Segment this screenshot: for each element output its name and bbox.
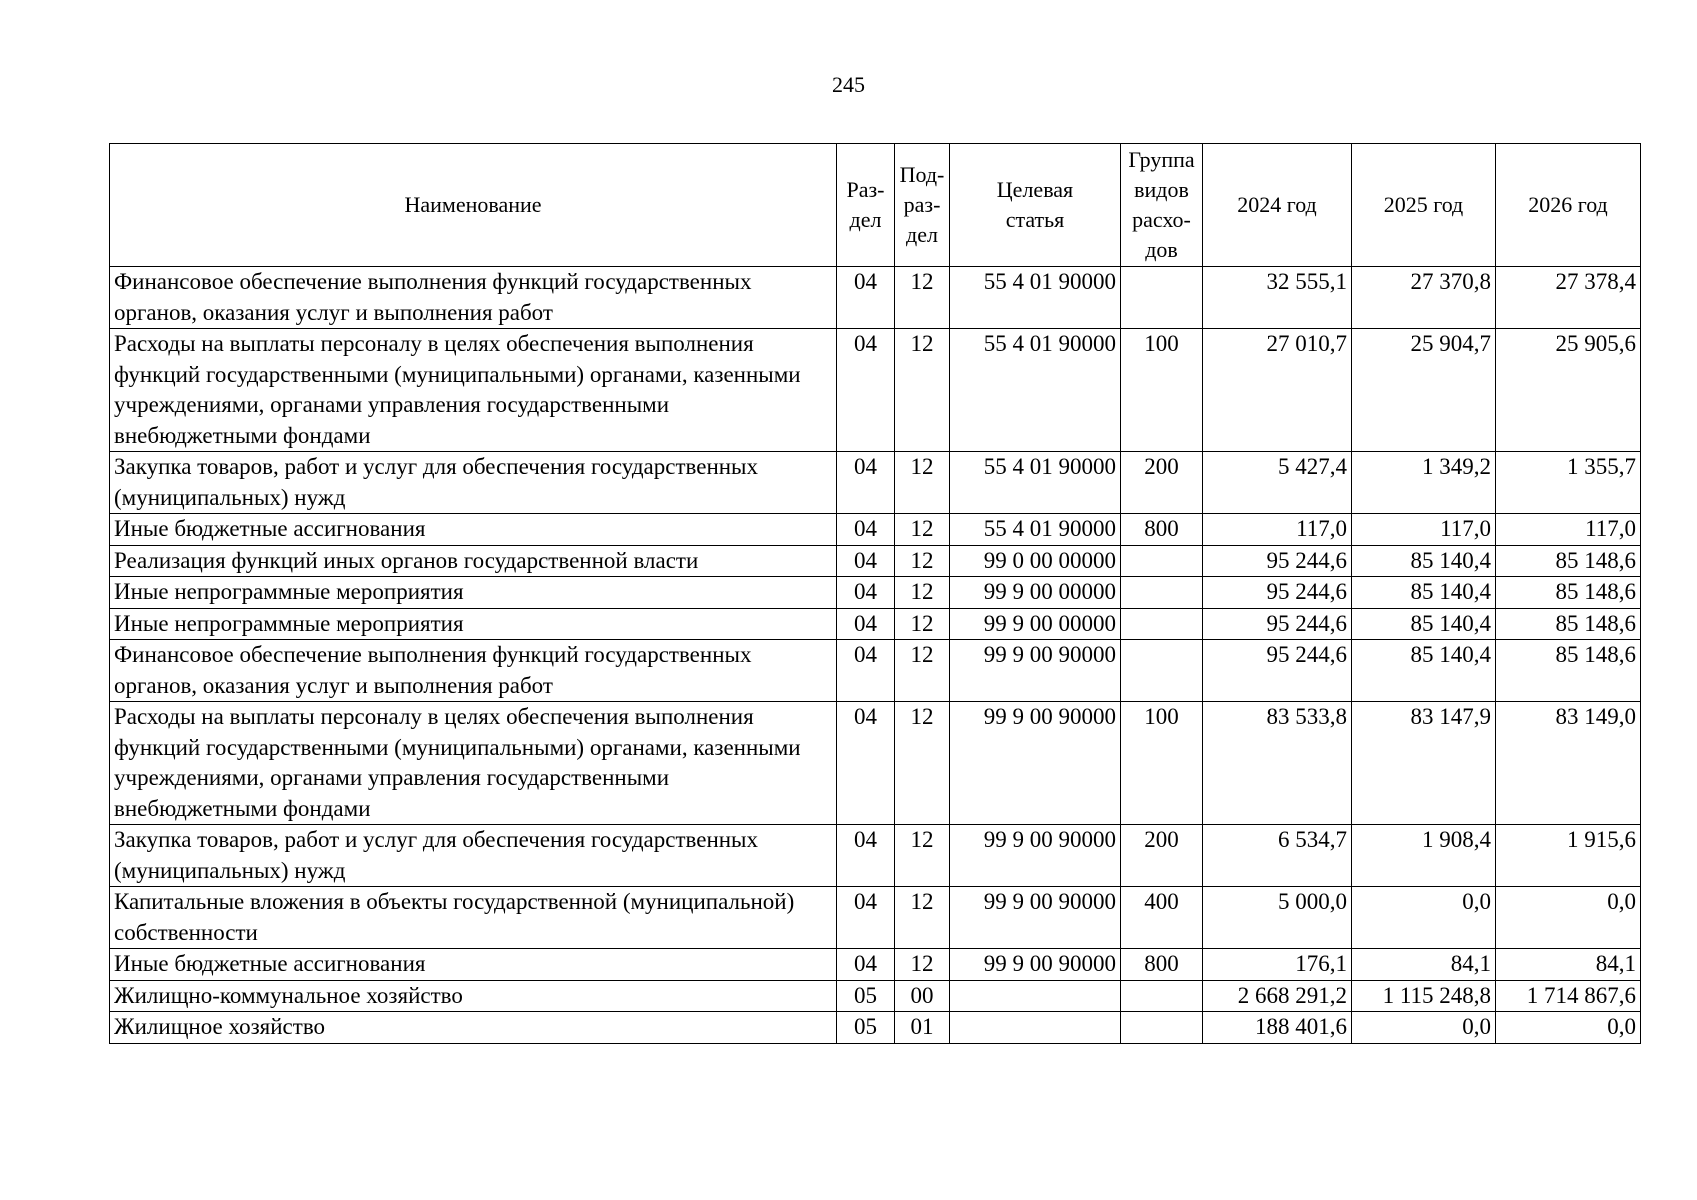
- cell-name: Закупка товаров, работ и услуг для обеспечения государственных (муниципальных) нужд: [110, 452, 837, 514]
- cell-2024: 5 000,0: [1203, 887, 1352, 949]
- cell-2024: 83 533,8: [1203, 702, 1352, 825]
- cell-section: 04: [837, 640, 895, 702]
- cell-subsection: 12: [895, 329, 950, 452]
- cell-target: 99 0 00 00000: [950, 545, 1121, 577]
- budget-table: [109, 143, 1641, 1044]
- table-body: [110, 267, 1641, 1044]
- cell-2024: 5 427,4: [1203, 452, 1352, 514]
- cell-group: [1121, 980, 1203, 1012]
- header-2024: 2024 год: [1203, 144, 1352, 267]
- cell-2026: 0,0: [1496, 1012, 1641, 1044]
- cell-2025: 1 908,4: [1352, 825, 1496, 887]
- cell-2026: 25 905,6: [1496, 329, 1641, 452]
- header-target: Целевая статья: [950, 144, 1121, 267]
- table-row: [110, 577, 1641, 609]
- cell-section: 04: [837, 702, 895, 825]
- table-row: [110, 702, 1641, 825]
- cell-target: [950, 980, 1121, 1012]
- header-subsection: Под- раз- дел: [895, 144, 950, 267]
- cell-section: 04: [837, 545, 895, 577]
- cell-2025: 117,0: [1352, 514, 1496, 546]
- cell-group: [1121, 1012, 1203, 1044]
- cell-section: 04: [837, 949, 895, 981]
- cell-group: 800: [1121, 949, 1203, 981]
- cell-target: 99 9 00 90000: [950, 949, 1121, 981]
- header-group: Группа видов расхо- дов: [1121, 144, 1203, 267]
- cell-group: [1121, 545, 1203, 577]
- cell-target: 99 9 00 90000: [950, 825, 1121, 887]
- cell-section: 04: [837, 452, 895, 514]
- cell-2026: 85 148,6: [1496, 640, 1641, 702]
- cell-2025: 0,0: [1352, 887, 1496, 949]
- cell-group: 100: [1121, 702, 1203, 825]
- cell-section: 05: [837, 980, 895, 1012]
- table-row: [110, 608, 1641, 640]
- cell-name: Иные бюджетные ассигнования: [110, 949, 837, 981]
- cell-group: 800: [1121, 514, 1203, 546]
- cell-subsection: 12: [895, 825, 950, 887]
- cell-target: [950, 1012, 1121, 1044]
- cell-name: Финансовое обеспечение выполнения функций государственных органов, оказания услуг и выполнения работ: [110, 640, 837, 702]
- cell-name: Жилищно-коммунальное хозяйство: [110, 980, 837, 1012]
- cell-subsection: 12: [895, 702, 950, 825]
- cell-2026: 84,1: [1496, 949, 1641, 981]
- cell-2025: 1 349,2: [1352, 452, 1496, 514]
- cell-group: [1121, 640, 1203, 702]
- cell-section: 04: [837, 577, 895, 609]
- cell-target: 99 9 00 90000: [950, 887, 1121, 949]
- cell-name: Расходы на выплаты персоналу в целях обеспечения выполнения функций государственными (муниципальными) органами, казенными учреждениями, органами управления государственными внебюджетными фондами: [110, 329, 837, 452]
- table-row: [110, 514, 1641, 546]
- table-row: [110, 640, 1641, 702]
- cell-group: 200: [1121, 452, 1203, 514]
- cell-subsection: 12: [895, 514, 950, 546]
- cell-subsection: 12: [895, 452, 950, 514]
- cell-group: 400: [1121, 887, 1203, 949]
- cell-target: 99 9 00 90000: [950, 640, 1121, 702]
- cell-2026: 117,0: [1496, 514, 1641, 546]
- cell-target: 55 4 01 90000: [950, 452, 1121, 514]
- cell-2026: 85 148,6: [1496, 545, 1641, 577]
- cell-subsection: 12: [895, 640, 950, 702]
- cell-2024: 2 668 291,2: [1203, 980, 1352, 1012]
- cell-section: 04: [837, 514, 895, 546]
- cell-section: 05: [837, 1012, 895, 1044]
- cell-target: 99 9 00 00000: [950, 608, 1121, 640]
- cell-subsection: 12: [895, 577, 950, 609]
- cell-2024: 117,0: [1203, 514, 1352, 546]
- table-header: [110, 144, 1641, 267]
- cell-2026: 83 149,0: [1496, 702, 1641, 825]
- cell-group: 200: [1121, 825, 1203, 887]
- cell-target: 55 4 01 90000: [950, 329, 1121, 452]
- cell-2025: 85 140,4: [1352, 608, 1496, 640]
- cell-2026: 1 915,6: [1496, 825, 1641, 887]
- cell-2024: 95 244,6: [1203, 577, 1352, 609]
- cell-subsection: 00: [895, 980, 950, 1012]
- cell-subsection: 01: [895, 1012, 950, 1044]
- table-row: [110, 329, 1641, 452]
- cell-subsection: 12: [895, 949, 950, 981]
- cell-2026: 1 355,7: [1496, 452, 1641, 514]
- cell-2025: 85 140,4: [1352, 640, 1496, 702]
- cell-2026: 85 148,6: [1496, 608, 1641, 640]
- cell-2024: 6 534,7: [1203, 825, 1352, 887]
- table-row: [110, 1012, 1641, 1044]
- cell-name: Капитальные вложения в объекты государственной (муниципальной) собственности: [110, 887, 837, 949]
- cell-name: Жилищное хозяйство: [110, 1012, 837, 1044]
- cell-2024: 95 244,6: [1203, 640, 1352, 702]
- header-2025: 2025 год: [1352, 144, 1496, 267]
- cell-2024: 95 244,6: [1203, 608, 1352, 640]
- table-row: [110, 452, 1641, 514]
- cell-name: Иные бюджетные ассигнования: [110, 514, 837, 546]
- cell-name: Реализация функций иных органов государственной власти: [110, 545, 837, 577]
- page-number: 245: [832, 72, 865, 97]
- cell-2026: 1 714 867,6: [1496, 980, 1641, 1012]
- cell-2025: 27 370,8: [1352, 267, 1496, 329]
- cell-2026: 0,0: [1496, 887, 1641, 949]
- cell-2024: 176,1: [1203, 949, 1352, 981]
- cell-target: 55 4 01 90000: [950, 514, 1121, 546]
- cell-2025: 85 140,4: [1352, 577, 1496, 609]
- header-name: Наименование: [110, 144, 837, 267]
- cell-section: 04: [837, 887, 895, 949]
- table-row: [110, 267, 1641, 329]
- header-section: Раз- дел: [837, 144, 895, 267]
- cell-target: 55 4 01 90000: [950, 267, 1121, 329]
- cell-2024: 27 010,7: [1203, 329, 1352, 452]
- cell-2025: 84,1: [1352, 949, 1496, 981]
- cell-target: 99 9 00 90000: [950, 702, 1121, 825]
- cell-2026: 27 378,4: [1496, 267, 1641, 329]
- table-row: [110, 545, 1641, 577]
- cell-2025: 0,0: [1352, 1012, 1496, 1044]
- cell-name: Закупка товаров, работ и услуг для обеспечения государственных (муниципальных) нужд: [110, 825, 837, 887]
- cell-section: 04: [837, 608, 895, 640]
- cell-section: 04: [837, 329, 895, 452]
- cell-name: Иные непрограммные мероприятия: [110, 577, 837, 609]
- cell-group: [1121, 267, 1203, 329]
- cell-2025: 83 147,9: [1352, 702, 1496, 825]
- cell-subsection: 12: [895, 887, 950, 949]
- cell-2024: 32 555,1: [1203, 267, 1352, 329]
- cell-subsection: 12: [895, 267, 950, 329]
- cell-2026: 85 148,6: [1496, 577, 1641, 609]
- cell-name: Финансовое обеспечение выполнения функций государственных органов, оказания услуг и выполнения работ: [110, 267, 837, 329]
- cell-2025: 1 115 248,8: [1352, 980, 1496, 1012]
- cell-group: [1121, 577, 1203, 609]
- header-2026: 2026 год: [1496, 144, 1641, 267]
- cell-2024: 188 401,6: [1203, 1012, 1352, 1044]
- cell-section: 04: [837, 825, 895, 887]
- cell-2024: 95 244,6: [1203, 545, 1352, 577]
- table-row: [110, 949, 1641, 981]
- header-row: [110, 144, 1641, 267]
- table-row: [110, 887, 1641, 949]
- cell-group: 100: [1121, 329, 1203, 452]
- cell-2025: 25 904,7: [1352, 329, 1496, 452]
- cell-name: Иные непрограммные мероприятия: [110, 608, 837, 640]
- cell-section: 04: [837, 267, 895, 329]
- cell-subsection: 12: [895, 608, 950, 640]
- table-row: [110, 980, 1641, 1012]
- cell-target: 99 9 00 00000: [950, 577, 1121, 609]
- cell-group: [1121, 608, 1203, 640]
- table-row: [110, 825, 1641, 887]
- cell-2025: 85 140,4: [1352, 545, 1496, 577]
- cell-name: Расходы на выплаты персоналу в целях обеспечения выполнения функций государственными (муниципальными) органами, казенными учреждениями, органами управления государственными внебюджетными фондами: [110, 702, 837, 825]
- cell-subsection: 12: [895, 545, 950, 577]
